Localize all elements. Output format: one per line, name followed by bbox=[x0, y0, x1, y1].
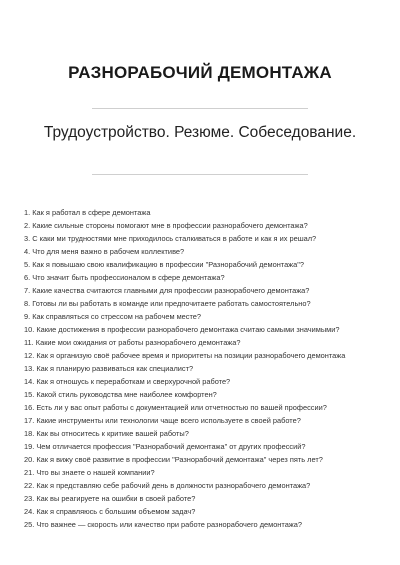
question-item: 2. Какие сильные стороны помогают мне в профессии разнорабочего демонтажа? bbox=[24, 221, 308, 230]
question-item: 22. Как я представляю себе рабочий день в должности разнорабочего демонтажа? bbox=[24, 481, 311, 490]
question-item: 3. С каки ми трудностями мне приходилось сталкиваться в работе и как я их решал? bbox=[24, 234, 317, 243]
question-item: 1. Как я работал в сфере демонтажа bbox=[24, 208, 151, 217]
document-subtitle: Трудоустройство. Резюме. Собеседование. bbox=[43, 124, 357, 141]
question-item: 7. Какие качества считаются главными для профессии разнорабочего демонтажа? bbox=[24, 286, 310, 295]
question-item: 11. Какие мои ожидания от работы разнорабочего демонтажа? bbox=[24, 338, 241, 347]
question-item: 14. Как я отношусь к переработкам и сверхурочной работе? bbox=[24, 377, 231, 386]
question-item: 9. Как справляться со стрессом на рабочем месте? bbox=[24, 312, 202, 321]
question-item: 20. Как я вижу своё развитие в профессии "Разнорабочий демонтажа" через пять лет? bbox=[24, 455, 323, 464]
question-item: 23. Как вы реагируете на ошибки в своей работе? bbox=[24, 494, 196, 503]
question-item: 24. Как я справляюсь с большим объемом задач? bbox=[24, 507, 196, 516]
top-divider bbox=[92, 108, 308, 109]
question-item: 17. Какие инструменты или технологии чаще всего используете в своей работе? bbox=[24, 416, 301, 425]
question-item: 15. Какой стиль руководства мне наиболее комфортен? bbox=[24, 390, 217, 399]
question-item: 5. Как я повышаю свою квалификацию в профессии "Разнорабочий демонтажа"? bbox=[24, 260, 304, 269]
question-item: 18. Как вы относитесь к критике вашей работы? bbox=[24, 429, 189, 438]
question-item: 13. Как я планирую развиваться как специалист? bbox=[24, 364, 194, 373]
question-item: 6. Что значит быть профессионалом в сфере демонтажа? bbox=[24, 273, 225, 282]
question-item: 12. Как я организую своё рабочее время и приоритеты на позиции разнорабочего демонтажа bbox=[24, 351, 346, 360]
question-item: 4. Что для меня важно в рабочем коллективе? bbox=[24, 247, 185, 256]
question-item: 19. Чем отличается профессия "Разнорабочий демонтажа" от других профессий? bbox=[24, 442, 306, 451]
questions-list bbox=[24, 206, 384, 531]
question-item: 10. Какие достижения в профессии разнорабочего демонтажа считаю самыми значимыми? bbox=[24, 325, 340, 334]
question-item: 21. Что вы знаете о нашей компании? bbox=[24, 468, 155, 477]
question-item: 16. Есть ли у вас опыт работы с документацией или отчетностью по вашей профессии? bbox=[24, 403, 327, 412]
question-item: 25. Что важнее — скорость или качество при работе разнорабочего демонтажа? bbox=[24, 520, 302, 529]
bottom-divider bbox=[92, 174, 308, 175]
document-title: РАЗНОРАБОЧИЙ ДЕМОНТАЖА bbox=[68, 63, 332, 82]
question-item: 8. Готовы ли вы работать в команде или предпочитаете работать самостоятельно? bbox=[24, 299, 311, 308]
